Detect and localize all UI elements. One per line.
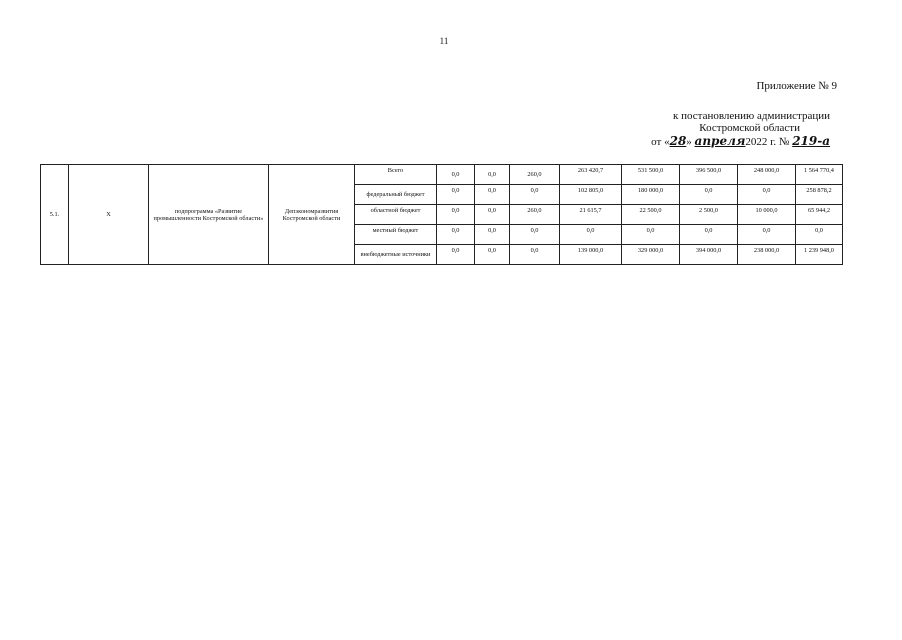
- funding-source: федеральный бюджет: [355, 185, 437, 205]
- funding-source: Всего: [355, 165, 437, 185]
- item-marker: X: [69, 165, 149, 265]
- table-cell: 65 944,2: [796, 205, 843, 225]
- program-name: подпрограмма «Развитие промышленности Костромской области»: [149, 165, 269, 265]
- table-cell: 0,0: [738, 185, 796, 205]
- table-cell: 260,0: [510, 205, 560, 225]
- table-cell: 394 000,0: [680, 245, 738, 265]
- date-prefix: от «: [651, 136, 670, 148]
- item-number: 5.1.: [41, 165, 69, 265]
- table-cell: 531 500,0: [622, 165, 680, 185]
- table-cell: 0,0: [475, 225, 510, 245]
- table-cell: 260,0: [510, 165, 560, 185]
- table-cell: 0,0: [560, 225, 622, 245]
- table-cell: 258 878,2: [796, 185, 843, 205]
- table-cell: 21 615,7: [560, 205, 622, 225]
- table-cell: 0,0: [510, 225, 560, 245]
- table-cell: 238 000,0: [738, 245, 796, 265]
- table-cell: 0,0: [437, 205, 475, 225]
- table-cell: 0,0: [475, 185, 510, 205]
- table-cell: 0,0: [796, 225, 843, 245]
- date-month: апреля: [694, 134, 746, 148]
- table-cell: 0,0: [738, 225, 796, 245]
- annex-line-decree: к постановлению администрации: [673, 110, 830, 122]
- date-year: 2022 г. №: [745, 136, 790, 148]
- table-cell: 2 500,0: [680, 205, 738, 225]
- page-number: 11: [439, 36, 449, 46]
- table-cell: 0,0: [437, 165, 475, 185]
- table-cell: 0,0: [622, 225, 680, 245]
- budget-table: [40, 164, 843, 265]
- table-cell: 329 000,0: [622, 245, 680, 265]
- date-day: 28: [669, 134, 687, 148]
- table-cell: 1 564 770,4: [796, 165, 843, 185]
- table-cell: 0,0: [437, 245, 475, 265]
- executor-name: Депэкономразвития Костромской области: [269, 165, 355, 265]
- table-cell: 0,0: [475, 205, 510, 225]
- table-cell: 396 500,0: [680, 165, 738, 185]
- funding-source: внебюджетные источники: [355, 245, 437, 265]
- table-cell: 248 000,0: [738, 165, 796, 185]
- table-cell: 0,0: [475, 165, 510, 185]
- annex-title: Приложение № 9: [756, 80, 837, 92]
- table-cell: 263 420,7: [560, 165, 622, 185]
- table-cell: 0,0: [510, 185, 560, 205]
- table-cell: 0,0: [437, 185, 475, 205]
- table-cell: 10 000,0: [738, 205, 796, 225]
- funding-source: областной бюджет: [355, 205, 437, 225]
- table-row: [41, 165, 843, 185]
- decree-number: 219-а: [792, 134, 830, 148]
- annex-line-date: [651, 134, 830, 148]
- table-cell: 0,0: [510, 245, 560, 265]
- table-cell: 1 239 948,0: [796, 245, 843, 265]
- table-cell: 180 000,0: [622, 185, 680, 205]
- table-cell: 102 805,0: [560, 185, 622, 205]
- table-cell: 0,0: [475, 245, 510, 265]
- table-cell: 0,0: [680, 185, 738, 205]
- table-cell: 139 000,0: [560, 245, 622, 265]
- table-cell: 22 500,0: [622, 205, 680, 225]
- table-cell: 0,0: [437, 225, 475, 245]
- funding-source: местный бюджет: [355, 225, 437, 245]
- annex-line-region: Костромской области: [699, 122, 800, 134]
- date-mid: »: [686, 136, 692, 148]
- table-cell: 0,0: [680, 225, 738, 245]
